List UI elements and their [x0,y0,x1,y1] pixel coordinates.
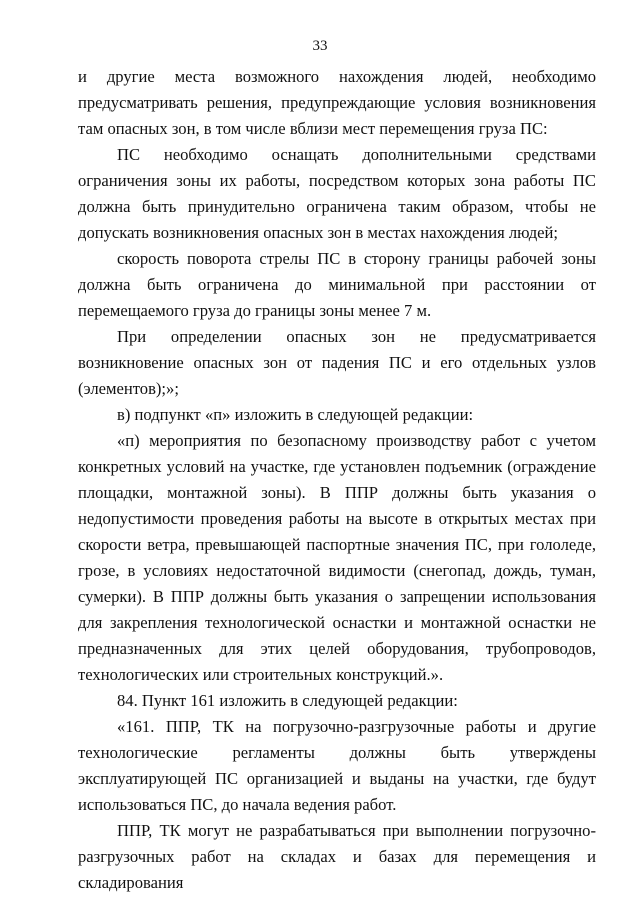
paragraph-8: «161. ППР, ТК на погрузочно-разгрузочные работы и другие технологические регламенты должны быть утверждены эксплуатирующей ПС организацией и выданы на участки, где будут использоваться ПС, до начала ведения работ. [78,717,596,814]
paragraph-3: скорость поворота стрелы ПС в сторону границы рабочей зоны должна быть ограничена до минимальной при расстоянии от перемещаемого груза до границы зоны менее 7 м. [78,249,596,320]
page-number: 33 [312,38,328,54]
paragraph-4: При определении опасных зон не предусматривается возникновение опасных зон от падения ПС и его отдельных узлов (элементов);»; [78,327,596,398]
paragraph-6: «п) мероприятия по безопасному производству работ с учетом конкретных условий на участке, где установлен подъемник (ограждение площадки, монтажной зоны). В ППР должны быть указания о недопустимости проведения работы на высоте в открытых местах при скорости ветра, превышающей паспортные значения ПС, при гололеде, грозе, в условиях недостаточной видимости (снегопад, дождь, туман, сумерки). В ППР должны быть указания о запрещении использования для закрепления технологической оснастки и монтажной оснастки не предназначенных для этих целей оборудования, трубопроводов, технологических или строительных конструкций.». [78,431,596,684]
paragraph-9: ППР, ТК могут не разрабатываться при выполнении погрузочно-разгрузочных работ на складах и базах для перемещения и складирования [78,821,596,892]
document-body [78,64,596,896]
paragraph-1: и другие места возможного нахождения людей, необходимо предусматривать решения, предупреждающие условия возникновения там опасных зон, в том числе вблизи мест перемещения груза ПС: [78,67,596,138]
paragraph-5: в) подпункт «п» изложить в следующей редакции: [117,405,474,424]
paragraph-2: ПС необходимо оснащать дополнительными средствами ограничения зоны их работы, посредством которых зона работы ПС должна быть принудительно ограничена таким образом, чтобы не допускать возникновения опасных зон в местах нахождения людей; [78,145,596,242]
paragraph-7: 84. Пункт 161 изложить в следующей редакции: [117,691,458,710]
